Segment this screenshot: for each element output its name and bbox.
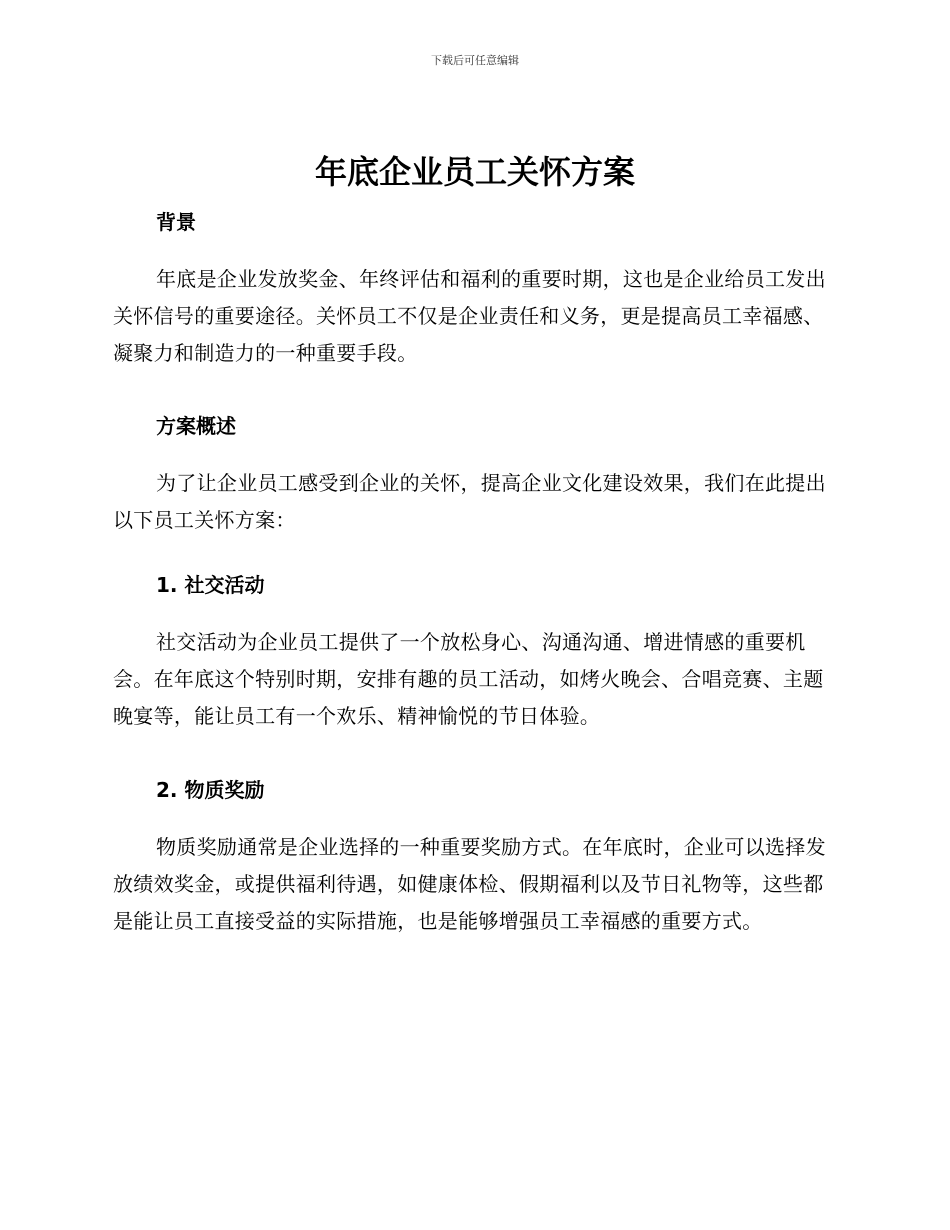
section-heading-social-activities: 1. 社交活动 xyxy=(156,573,265,597)
document-title: 年底企业员工关怀方案 xyxy=(314,153,635,191)
section-body-material-rewards: 物质奖励通常是企业选择的一种重要奖励方式。在年底时，企业可以选择发放绩效奖金，或提供福利待遇，如健康体检、假期福利以及节日礼物等，这些都是能让员工直接受益的实际措施，也是能够增强员工幸福感的重要方式。 xyxy=(113,835,826,933)
section-heading-overview: 方案概述 xyxy=(156,414,236,438)
section-body-social-activities: 社交活动为企业员工提供了一个放松身心、沟通沟通、增进情感的重要机会。在年底这个特别时期，安排有趣的员工活动，如烤火晚会、合唱竞赛、主题晚宴等，能让员工有一个欢乐、精神愉悦的节日体验。 xyxy=(113,630,824,728)
section-heading-background: 背景 xyxy=(156,210,196,234)
section-heading-material-rewards: 2. 物质奖励 xyxy=(156,778,265,802)
section-body-overview: 为了让企业员工感受到企业的关怀，提高企业文化建设效果，我们在此提出以下员工关怀方案： xyxy=(113,471,826,532)
page-header-note: 下载后可任意编辑 xyxy=(431,54,519,67)
section-body-background: 年底是企业发放奖金、年终评估和福利的重要时期，这也是企业给员工发出关怀信号的重要途径。关怀员工不仅是企业责任和义务，更是提高员工幸福感、凝聚力和制造力的一种重要手段。 xyxy=(113,267,826,365)
